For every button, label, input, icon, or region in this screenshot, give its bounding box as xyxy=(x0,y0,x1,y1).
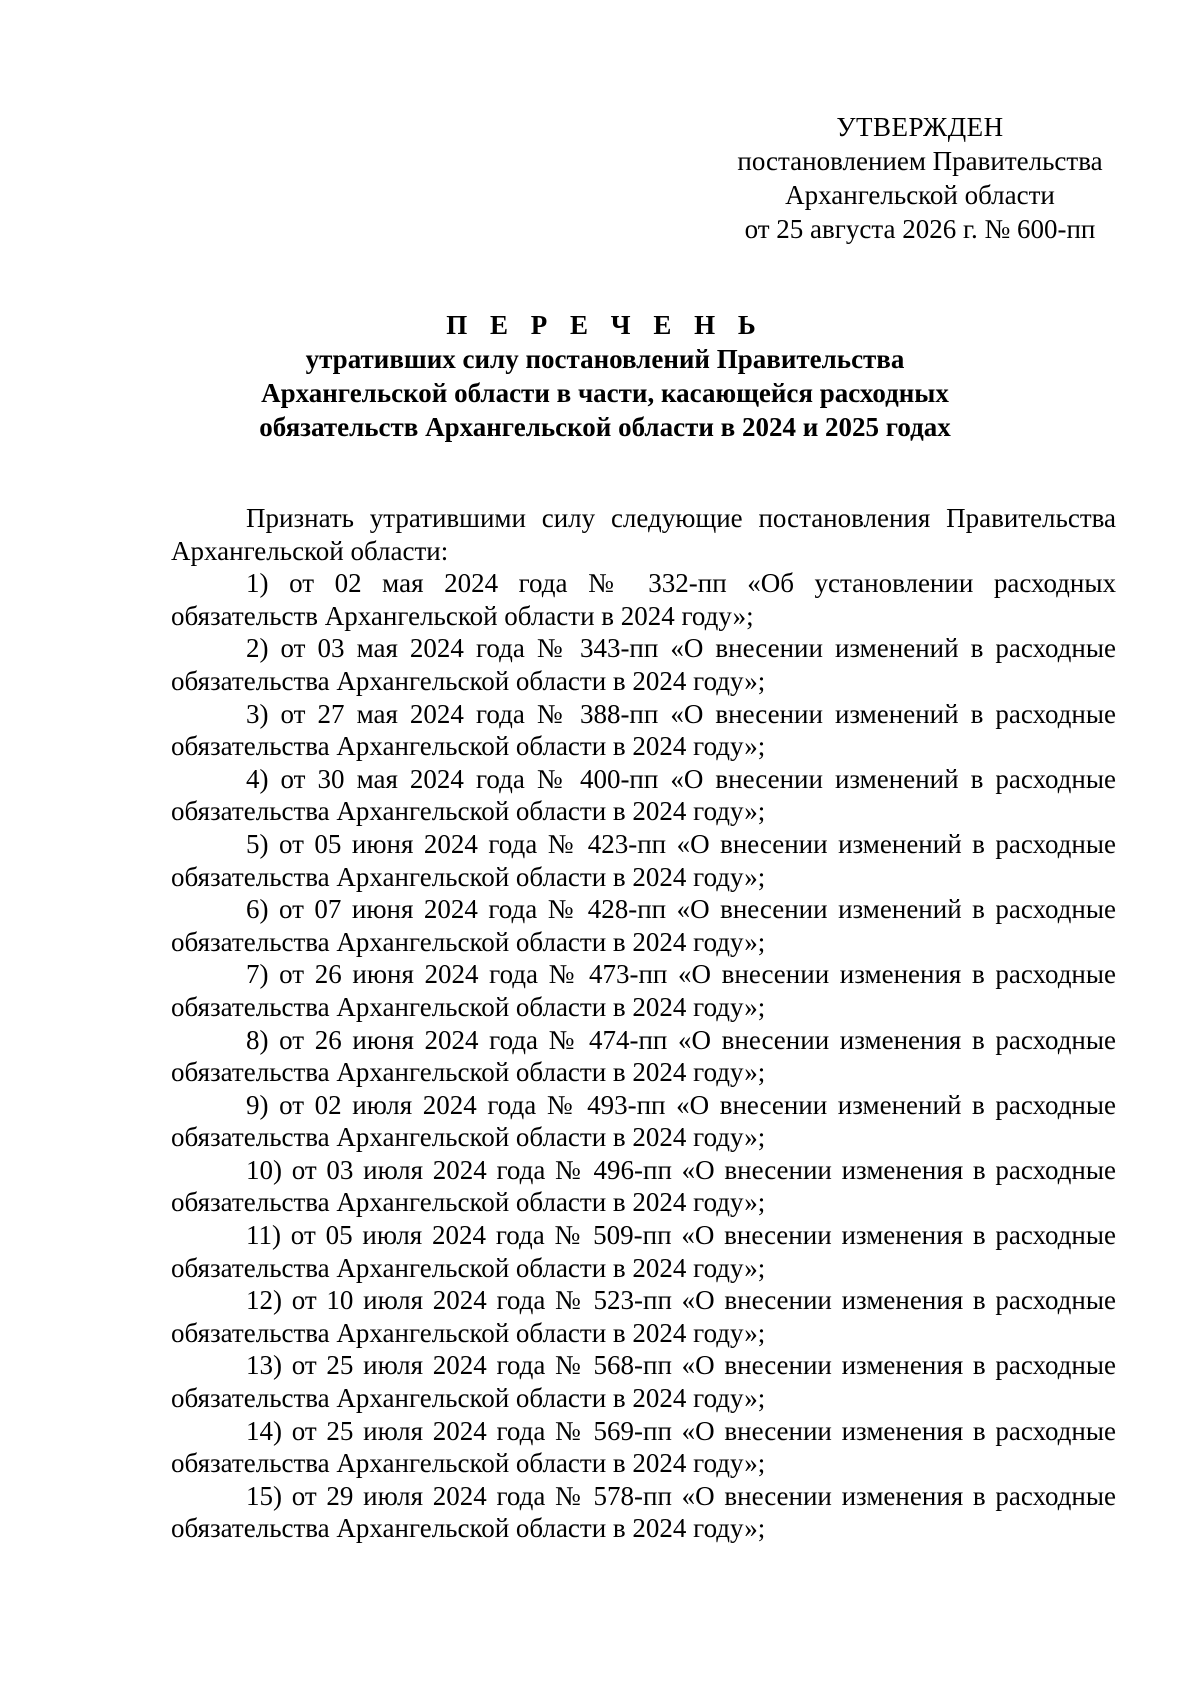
document-heading xyxy=(200,308,1010,444)
approval-line-2: Архангельской области xyxy=(785,180,1055,210)
list-item-text: от 26 июня 2024 года № 473-пп «О внесении изменения в расходные обязательства Архангельской области в 2024 году»; xyxy=(171,959,1116,1022)
list-item xyxy=(171,958,1116,1023)
document-title: П Е Р Е Ч Е Н Ь xyxy=(446,310,764,340)
list-item xyxy=(171,1415,1116,1480)
list-item xyxy=(171,1349,1116,1414)
list-item-text: от 02 июля 2024 года № 493-пп «О внесении изменений в расходные обязательства Архангельской области в 2024 году»; xyxy=(171,1089,1116,1153)
intro-paragraph: Признать утратившими силу следующие постановления Правительства Архангельской области: xyxy=(171,503,1116,566)
list-item-text: от 30 мая 2024 года № 400-пп «О внесении изменений в расходные обязательства Архангельской области в 2024 году»; xyxy=(171,763,1116,827)
list-item xyxy=(171,828,1116,893)
list-item-number: 14) xyxy=(246,1415,282,1446)
approval-stamp: УТВЕРЖДЕН xyxy=(836,112,1004,142)
document-subtitle-line-2: Архангельской области в части, касающейся расходных xyxy=(261,378,949,408)
document-subtitle-line-1: утративших силу постановлений Правительства xyxy=(305,344,905,374)
list-item xyxy=(171,1154,1116,1219)
list-item-text: от 03 мая 2024 года № 343-пп «О внесении изменений в расходные обязательства Архангельской области в 2024 году»; xyxy=(171,633,1116,696)
list-item-text: от 10 июля 2024 года № 523-пп «О внесении изменения в расходные обязательства Архангельской области в 2024 году»; xyxy=(171,1285,1116,1348)
list-item-text: от 25 июля 2024 года № 568-пп «О внесении изменения в расходные обязательства Архангельской области в 2024 году»; xyxy=(171,1350,1116,1414)
list-item-number: 15) xyxy=(246,1480,282,1511)
list-item-number: 13) xyxy=(246,1350,282,1381)
list-item-text: от 05 июля 2024 года № 509-пп «О внесении изменения в расходные обязательства Архангельской области в 2024 году»; xyxy=(171,1220,1116,1283)
list-item-number: 3) xyxy=(246,698,269,729)
list-item-text: от 03 июля 2024 года № 496-пп «О внесении изменения в расходные обязательства Архангельской области в 2024 году»; xyxy=(171,1154,1116,1218)
list-item xyxy=(171,1284,1116,1349)
list-item-number: 1) xyxy=(246,568,269,599)
list-item-number: 6) xyxy=(246,894,269,925)
list-item-number: 12) xyxy=(246,1285,282,1316)
list-item-text: от 26 июня 2024 года № 474-пп «О внесении изменения в расходные обязательства Архангельской области в 2024 году»; xyxy=(171,1024,1116,1088)
repealed-list xyxy=(171,567,1116,1545)
list-item xyxy=(171,632,1116,697)
list-item-number: 2) xyxy=(246,633,269,664)
list-item-text: от 07 июня 2024 года № 428-пп «О внесении изменений в расходные обязательства Архангельской области в 2024 году»; xyxy=(171,894,1116,957)
list-item-number: 9) xyxy=(246,1089,269,1120)
list-item-number: 11) xyxy=(246,1220,281,1251)
document-body xyxy=(171,502,1116,1545)
list-item-text: от 25 июля 2024 года № 569-пп «О внесении изменения в расходные обязательства Архангельской области в 2024 году»; xyxy=(171,1415,1116,1479)
list-item-number: 10) xyxy=(246,1154,282,1185)
list-item-number: 5) xyxy=(246,828,269,859)
approval-block xyxy=(700,110,1140,246)
list-item xyxy=(171,1024,1116,1089)
list-item-number: 4) xyxy=(246,763,269,794)
list-item-number: 8) xyxy=(246,1024,269,1055)
list-item-text: от 02 мая 2024 года № 332-пп «Об установлении расходных обязательств Архангельской области в 2024 году»; xyxy=(171,568,1116,631)
document-subtitle-line-3: обязательств Архангельской области в 2024 и 2025 годах xyxy=(259,412,951,442)
approval-line-3: от 25 августа 2026 г. № 600-пп xyxy=(744,214,1096,244)
list-item xyxy=(171,893,1116,958)
list-item-number: 7) xyxy=(246,959,269,990)
approval-line-1: постановлением Правительства xyxy=(737,146,1103,176)
list-item xyxy=(171,1219,1116,1284)
list-item xyxy=(171,1480,1116,1545)
list-item-text: от 05 июня 2024 года № 423-пп «О внесении изменений в расходные обязательства Архангельской области в 2024 году»; xyxy=(171,828,1116,892)
list-item xyxy=(171,698,1116,763)
list-item xyxy=(171,763,1116,828)
list-item xyxy=(171,567,1116,632)
list-item xyxy=(171,1089,1116,1154)
list-item-text: от 27 мая 2024 года № 388-пп «О внесении изменений в расходные обязательства Архангельской области в 2024 году»; xyxy=(171,698,1116,762)
list-item-text: от 29 июля 2024 года № 578-пп «О внесении изменения в расходные обязательства Архангельской области в 2024 году»; xyxy=(171,1480,1116,1544)
